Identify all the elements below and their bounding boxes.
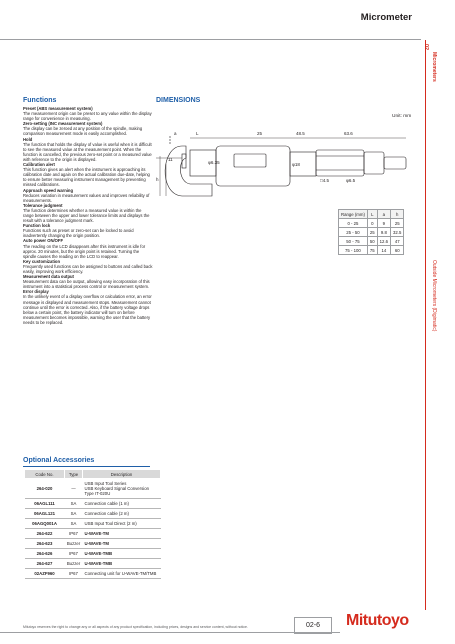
function-title: Calibration alert [23,162,55,168]
functions-list [23,106,153,325]
table-row [25,479,161,499]
table-row [25,559,161,569]
function-description: Frequently used functions can be assigned to buttons and called back easily, improving work efficiency. [23,263,153,274]
acc-header-description: Description [83,470,161,479]
side-subsection-label: Outside Micrometers (Digimatic) [431,260,437,332]
table-cell: 47 [391,237,404,246]
table-cell: U-WAVE-TM [83,529,161,539]
accessories-table [24,469,161,579]
table-row [25,499,161,509]
table-row [25,539,161,549]
function-title: Error display [23,289,49,295]
side-page-number: 02 [423,44,429,51]
side-divider [425,40,426,610]
function-description: The display can be zeroed at any position of the spindle, making comparison measurement mode is easily accomplished. [23,126,143,137]
table-cell: 50 [367,237,377,246]
table-cell: 264-020 [25,479,65,499]
table-cell: U-WAVE-TM [83,539,161,549]
accessories-divider [23,466,150,467]
table-cell: U-WAVE-TMB [83,559,161,569]
table-cell: — [65,479,83,499]
table-cell: SA [65,519,83,529]
table-row [339,246,404,255]
dim-label-h: h [156,177,159,182]
side-section-label: Micrometers [431,52,437,82]
table-row [25,509,161,519]
function-description: The function that holds the display of value is useful when it is difficult to see the measured value at the measurement point. When the function is cancelled, the previous zero-set point or a measured value with reference to the origin is displayed. [23,141,152,162]
table-cell: Connecting unit for U-WAVE-TM/TMB [83,569,161,579]
function-description: In the unlikely event of a display overflow or calculation error, an error message is displayed and measurement stops. Measurement cannot continue until the error is corrected. Also, if the battery voltage drops below a certain point, the battery indicator will turn on before measurement becomes impossible, warning the user that the battery needs to be replaced. [23,294,152,325]
dim-label-a: a [174,131,177,136]
table-cell: Buzzer [65,539,83,549]
function-title: Zero-setting (INC measurement system) [23,121,103,127]
page-number: 02-6 [294,617,332,634]
table-cell: USB Input Tool Direct (2 m) [83,519,161,529]
table-cell: 60 [391,246,404,255]
table-row [339,237,404,246]
table-cell: 0 [367,219,377,228]
table-cell: U-WAVE-TMB [83,549,161,559]
table-cell: 75 - 100 [339,246,368,255]
function-title: Auto power ON/OFF [23,238,64,244]
function-description: Reduces variation in measurement values and improves reliability of measurements. [23,192,150,203]
table-cell: 9.8 [377,228,390,237]
dim-label-25: 25 [257,131,263,136]
table-cell: 264-626 [25,549,65,559]
function-title: Approach speed warning [23,187,74,193]
footer-divider [0,632,340,633]
table-row [339,219,404,228]
brand-logo: Mitutoyo [346,612,409,629]
function-description: The reading on the LCD disappears after this instrument is idle for approx. 20 minutes, but the origin point is retained. Turning the spindle causes the reading on the LCD to reappear. [23,243,146,259]
table-row [25,519,161,529]
page-title: Micrometer [360,12,412,23]
dim-label-phi65: φ6.35 [208,160,220,165]
function-title: Tolerance judgment [23,202,63,208]
function-description: The function determines whether a measured value is within the range between the upper and lower tolerance limits and displays the result with a tolerance judgment mark. [23,207,150,224]
table-row [339,228,404,237]
table-cell: 0 - 25 [339,219,368,228]
table-cell: IP67 [65,529,83,539]
table-cell: 9 [377,219,390,228]
header-divider [0,39,421,40]
table-cell: USB Input Tool Series USB Keyboard Signal Conversion Type IT-020U [83,479,161,499]
table-cell: 14 [377,246,390,255]
function-title: Key customization [23,258,60,264]
function-description: This function gives an alert when the instrument is approaching its calibration date and again on the actual calibration due-date, helping to ensure better measuring instrument management by preventing missed calibrations. [23,167,150,188]
table-cell: 50 - 75 [339,237,368,246]
table-cell: Connection cable (2 m) [83,509,161,519]
table-cell: 32.5 [391,228,404,237]
table-cell: 264-627 [25,559,65,569]
dim-label-63-6: 63.6 [344,131,353,136]
table-cell: 02AZF960 [25,569,65,579]
table-cell: SA [65,499,83,509]
dim-label-phi18: φ18 [292,162,300,167]
function-description: The measurement origin can be preset to any value within the display range for convenience in measuring. [23,111,152,122]
function-description: Functions such as preset or zero-set can be locked to avoid inadvertently changing the origin position. [23,228,134,239]
table-row [25,549,161,559]
table-cell: 25 - 50 [339,228,368,237]
dim-header-range: Range (mm) [339,210,368,219]
table-cell: 06AGL121 [25,509,65,519]
table-cell: Buzzer [65,559,83,569]
dim-header-a: a [377,210,390,219]
acc-header-type: Type [65,470,83,479]
dim-label-48-5: 48.5 [296,131,305,136]
dimensions-table [338,209,404,255]
function-title: Measurement data output [23,274,74,280]
dim-label-square: □4.5 [320,178,329,183]
table-cell: 264-623 [25,539,65,549]
table-cell: IP67 [65,549,83,559]
function-description: Measurement data can be output, allowing easy incorporation of this instrument into a statistical process control or measurement system. [23,279,150,290]
table-cell: 06AGQ001A [25,519,65,529]
footer-disclaimer: Mitutoyo reserves the right to change any or all aspects of any product specification, including prices, designs and service content, without notice. [23,625,248,629]
dim-header-L: L [367,210,377,219]
table-row [25,569,161,579]
dimensions-heading: DIMENSIONS [156,97,201,104]
table-cell: 06AGL111 [25,499,65,509]
function-title: Function lock [23,223,51,229]
table-row [25,529,161,539]
acc-header-code: Code No. [25,470,65,479]
table-cell: SA [65,509,83,519]
function-title: Hold [23,136,33,142]
micrometer-drawing [156,124,420,208]
dim-label-phi65b: φ6.5 [346,178,356,183]
table-cell: 12.6 [377,237,390,246]
dim-label-L: L [196,131,199,136]
table-cell: Connection cable (1 m) [83,499,161,509]
table-cell: 264-622 [25,529,65,539]
table-cell: IP67 [65,569,83,579]
table-cell: 25 [367,228,377,237]
dim-label-11: 11 [168,157,173,162]
table-cell: 75 [367,246,377,255]
functions-heading: Functions [23,97,57,104]
function-title: Preset (ABS measurement system) [23,106,93,111]
dimensions-unit: Unit: mm [392,114,412,119]
dim-header-h: h [391,210,404,219]
table-cell: 25 [391,219,404,228]
accessories-heading: Optional Accessories [23,457,95,464]
